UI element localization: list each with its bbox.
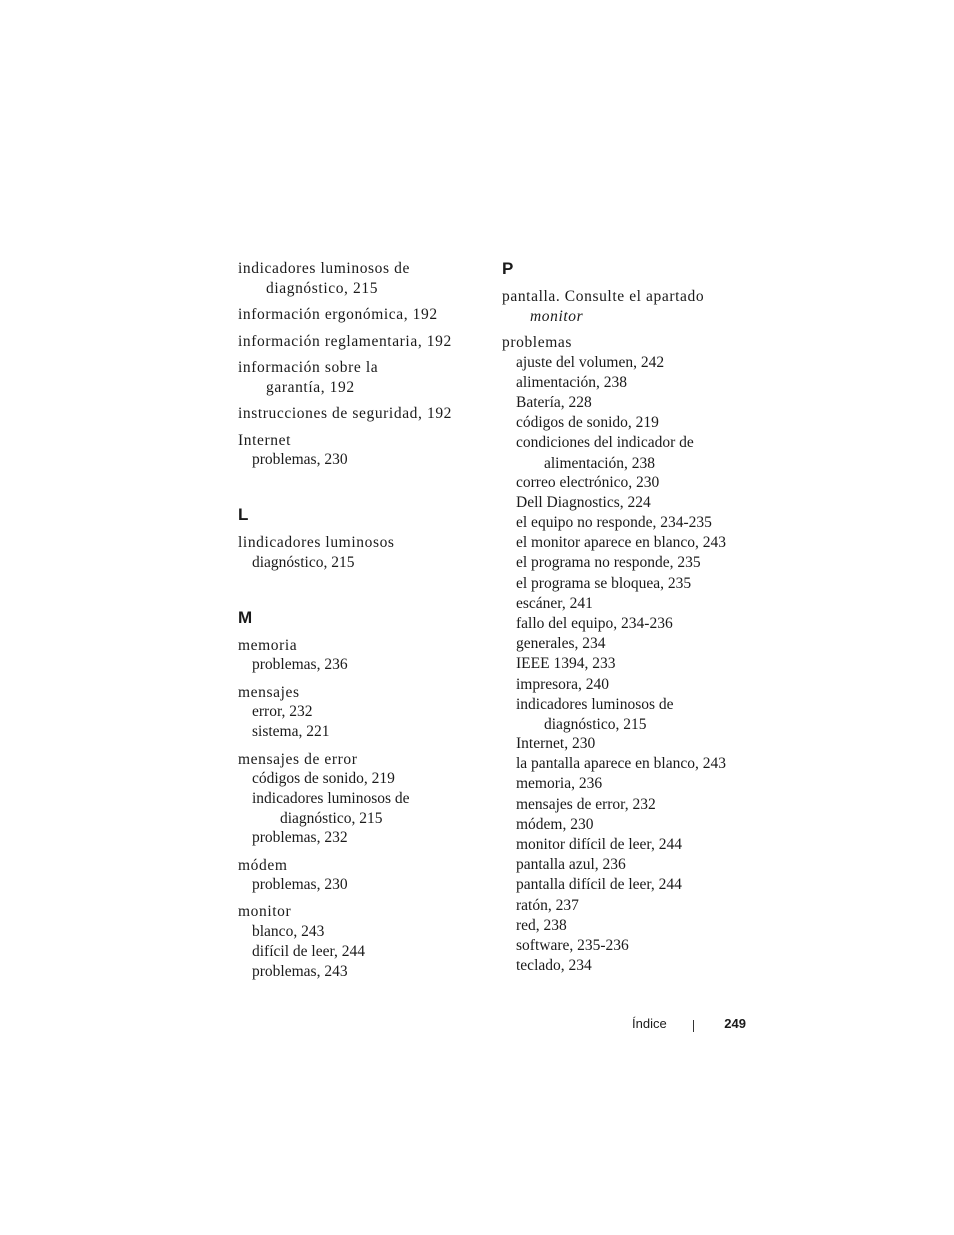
- entry-subterm-continued: diagnóstico, 215: [544, 715, 647, 733]
- entry-subterm: condiciones del indicador de: [516, 434, 694, 452]
- section-letter-m: M: [238, 607, 253, 627]
- entry-subterm: el monitor aparece en blanco, 243: [516, 534, 727, 552]
- entry-subterm: escáner, 241: [516, 594, 593, 612]
- section-letter-p: P: [502, 259, 514, 278]
- entry-subterm: sistema, 221: [252, 723, 330, 741]
- entry-term: pantalla. Consulte el apartado: [502, 288, 705, 305]
- index-entry: [238, 332, 488, 352]
- entry-subterm: problemas, 230: [252, 451, 348, 468]
- entry-term: información reglamentaria, 192: [238, 332, 452, 350]
- entry-subterm: indicadores luminosos de: [516, 695, 674, 713]
- footer-section-label: Índice: [632, 1016, 667, 1031]
- entry-subterm: red, 238: [516, 916, 567, 934]
- entry-subterm: teclado, 234: [516, 957, 592, 975]
- entry-subterm: Batería, 228: [516, 393, 592, 411]
- index-column-left: [238, 259, 488, 989]
- index-entry: [238, 902, 488, 982]
- entry-subterm: difícil de leer, 244: [252, 943, 366, 961]
- entry-subterm: pantalla azul, 236: [516, 856, 626, 874]
- section-letter-l: L: [238, 505, 249, 525]
- index-entry: [238, 305, 488, 325]
- entry-term-continued: monitor: [530, 307, 584, 325]
- entry-subterm: el programa no responde, 235: [516, 554, 701, 572]
- entry-term: mensajes: [238, 683, 300, 701]
- entry-subterm: códigos de sonido, 219: [516, 414, 659, 432]
- entry-subterm: diagnóstico, 215: [252, 553, 355, 571]
- entry-term: Internet: [238, 431, 291, 449]
- entry-subterm: problemas, 230: [252, 876, 348, 894]
- footer-divider: [693, 1020, 694, 1032]
- entry-subterm: mensajes de error, 232: [516, 795, 656, 813]
- entry-subterm: códigos de sonido, 219: [252, 770, 395, 788]
- index-entry: [502, 287, 762, 326]
- entry-term: indicadores luminosos de: [238, 260, 410, 277]
- index-column-right: [502, 259, 762, 983]
- entry-term: información sobre la: [238, 359, 379, 376]
- entry-subterm: correo electrónico, 230: [516, 473, 660, 491]
- entry-term-continued: diagnóstico, 215: [266, 279, 379, 297]
- entry-subterm: problemas, 232: [252, 829, 348, 847]
- entry-subterm: alimentación, 238: [516, 373, 628, 391]
- index-entry: [238, 636, 488, 676]
- entry-subterm: pantalla difícil de leer, 244: [516, 876, 682, 894]
- entry-subterm-continued: alimentación, 238: [544, 454, 656, 472]
- entry-subterm: fallo del equipo, 234-236: [516, 614, 673, 632]
- entry-term: módem: [238, 856, 288, 874]
- entry-subterm: módem, 230: [516, 815, 594, 833]
- entry-subterm: el equipo no responde, 234-235: [516, 513, 712, 531]
- entry-subterm: Dell Diagnostics, 224: [516, 493, 651, 511]
- entry-subterm: memoria, 236: [516, 775, 603, 793]
- entry-term-continued: garantía, 192: [266, 378, 355, 396]
- entry-term: lindicadores luminosos: [238, 534, 395, 552]
- index-entry: [238, 431, 488, 471]
- entry-subterm: ajuste del volumen, 242: [516, 353, 665, 371]
- page-footer: [600, 1016, 746, 1034]
- entry-term: problemas: [502, 334, 572, 351]
- entry-subterm: monitor difícil de leer, 244: [516, 835, 682, 853]
- page-number: 249: [724, 1016, 746, 1031]
- entry-term: monitor: [238, 903, 292, 921]
- entry-subterm: Internet, 230: [516, 734, 596, 752]
- index-entry: [238, 404, 488, 424]
- entry-term: mensajes de error: [238, 750, 358, 768]
- entry-term: información ergonómica, 192: [238, 306, 438, 323]
- entry-subterm: generales, 234: [516, 635, 606, 653]
- entry-subterm: blanco, 243: [252, 922, 325, 940]
- index-entry: [238, 683, 488, 743]
- index-entry: [238, 750, 488, 849]
- entry-subterm: problemas, 236: [252, 656, 348, 674]
- entry-subterm: IEEE 1394, 233: [516, 655, 616, 673]
- entry-subterm: el programa se bloquea, 235: [516, 574, 692, 592]
- entry-subterm: impresora, 240: [516, 675, 609, 693]
- index-entry: [502, 333, 762, 976]
- index-entry: [238, 259, 488, 298]
- entry-term: instrucciones de seguridad, 192: [238, 405, 453, 422]
- entry-subterm: la pantalla aparece en blanco, 243: [516, 755, 726, 773]
- index-entry: [238, 358, 488, 397]
- entry-subterm: indicadores luminosos de: [252, 790, 410, 808]
- index-entry: [238, 856, 488, 896]
- entry-term: memoria: [238, 636, 298, 654]
- entry-subterm: ratón, 237: [516, 896, 579, 914]
- index-entry: [238, 533, 488, 573]
- entry-subterm: problemas, 243: [252, 963, 348, 981]
- entry-subterm: error, 232: [252, 703, 313, 721]
- entry-subterm-continued: diagnóstico, 215: [280, 810, 383, 828]
- entry-subterm: software, 235-236: [516, 936, 629, 954]
